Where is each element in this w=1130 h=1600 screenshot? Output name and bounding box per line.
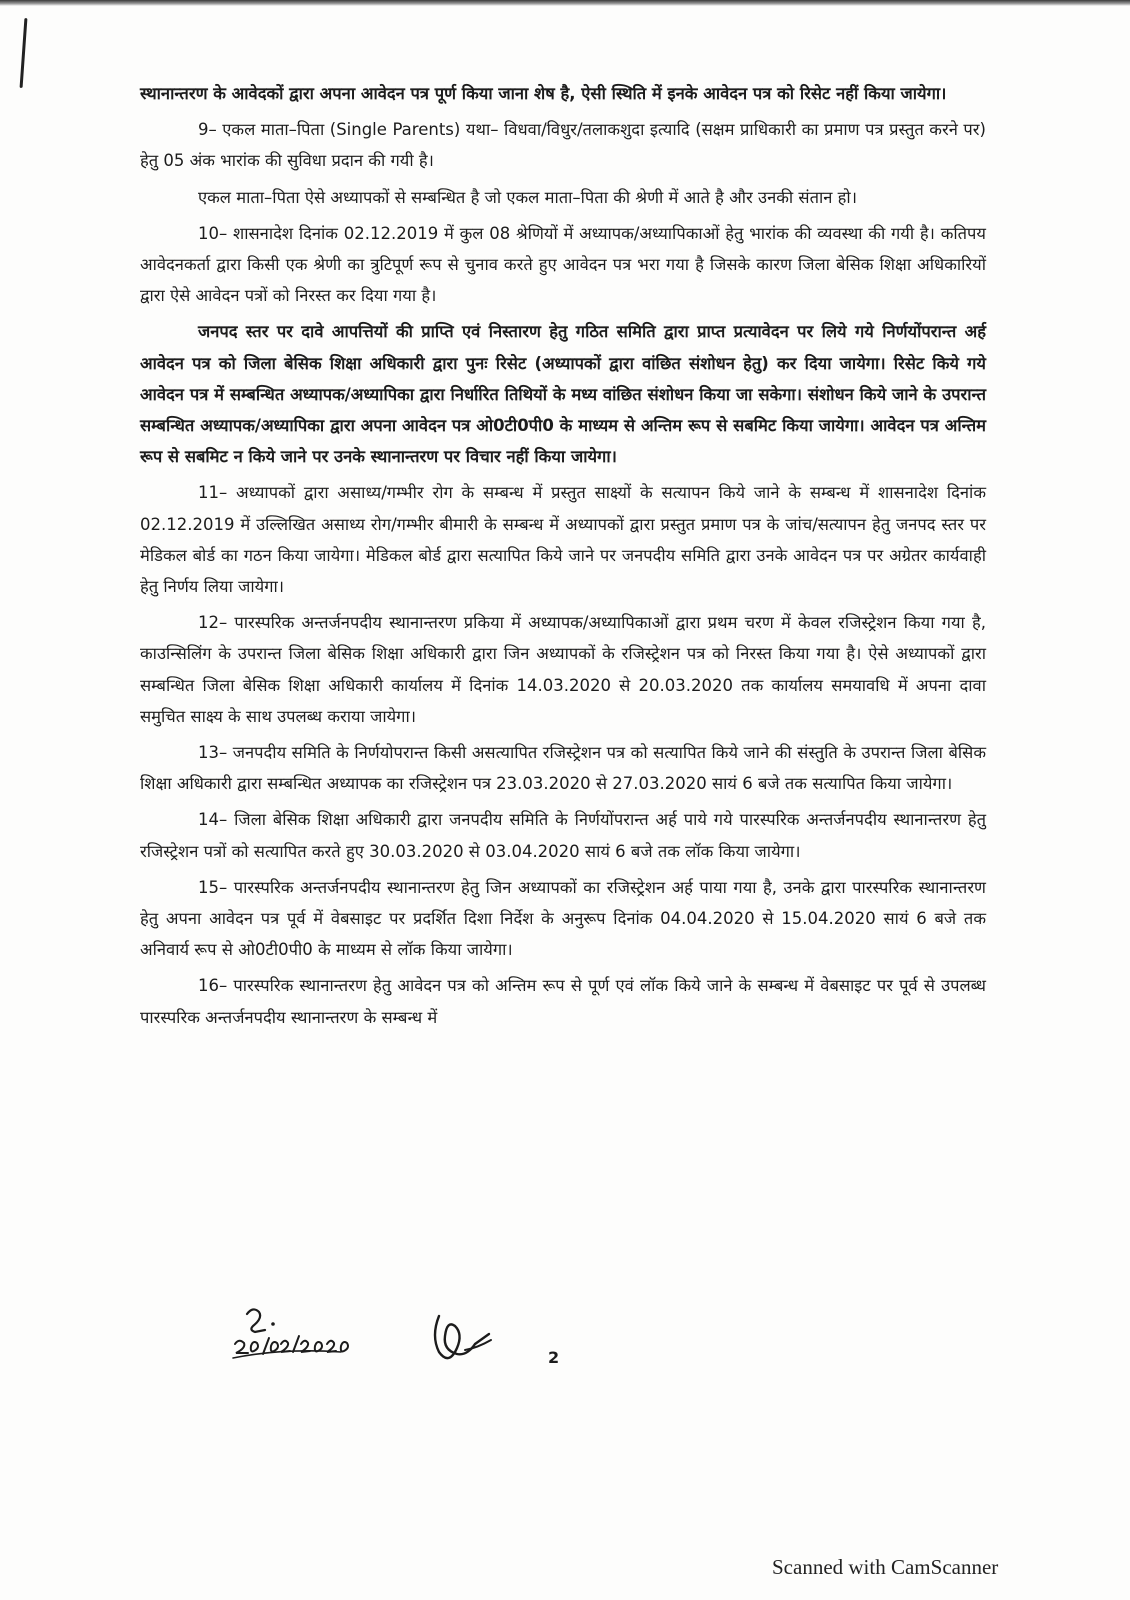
paragraph-9: 9– एकल माता–पिता (Single Parents) यथा– विधवा/विधुर/तलाकशुदा इत्यादि (सक्षम प्राधिकारी का प्रमाण पत्र प्रस्तुत करने पर) हेतु 05 अंक भारांक की सुविधा प्रदान की गयी है। — [140, 120, 986, 171]
paragraph-14: 14– जिला बेसिक शिक्षा अधिकारी द्वारा जनपदीय समिति के निर्णयोंपरान्त अर्ह पाये गये पारस्परिक अन्तर्जनपदीय स्थानान्तरण हेतु रजिस्ट्रेशन पत्रों को सत्यापित करते हुए 30.03.2020 से 03.04.2020 सायं 6 बजे तक लॉक किया जायेगा। — [140, 810, 986, 861]
document-body — [140, 78, 986, 1038]
paragraph-9-note: एकल माता–पिता ऐसे अध्यापकों से सम्बन्धित है जो एकल माता–पिता की श्रेणी में आते है और उनकी संतान हो। — [198, 187, 857, 207]
handwritten-initials-with-date — [225, 1300, 355, 1370]
paragraph-11: 11– अध्यापकों द्वारा असाध्य/गम्भीर रोग के सम्बन्ध में प्रस्तुत साक्ष्यों के सत्यापन किये जाने के सम्बन्ध में शासनादेश दिनांक 02.12.2019 में उल्लिखित असाध्य रोग/गम्भीर बीमारी के सम्बन्ध में अध्यापकों द्वारा प्रस्तुत प्रमाण पत्र के जांच/सत्यापन हेतु जनपद स्तर पर मेडिकल बोर्ड का गठन किया जायेगा। मेडिकल बोर्ड द्वारा सत्यापित किये जाने पर जनपदीय समिति द्वारा उनके आवेदन पत्र पर अग्रेतर कार्यवाही हेतु निर्णय लिया जायेगा। — [140, 483, 986, 597]
paragraph-13: 13– जनपदीय समिति के निर्णयोपरान्त किसी असत्यापित रजिस्ट्रेशन पत्र को सत्यापित किये जाने की संस्तुति के उपरान्त जिला बेसिक शिक्षा अधिकारी द्वारा सम्बन्धित अध्यापक का रजिस्ट्रेशन पत्र 23.03.2020 से 27.03.2020 सायं 6 बजे तक सत्यापित किया जायेगा। — [140, 743, 986, 794]
handwritten-signature — [425, 1310, 500, 1370]
paragraph-10-note: जनपद स्तर पर दावे आपत्तियों की प्राप्ति एवं निस्तारण हेतु गठित समिति द्वारा प्राप्त प्रत्यावेदन पर लिये गये निर्णयोंपरान्त अर्ह आवेदन पत्र को जिला बेसिक शिक्षा अधिकारी द्वारा पुनः रिसेट (अध्यापकों द्वारा वांछित संशोधन हेतु) कर दिया जायेगा। रिसेट किये गये आवेदन पत्र में सम्बन्धित अध्यापक/अध्यापिका द्वारा निर्धारित तिथियों के मध्य वांछित संशोधन किया जा सकेगा। संशोधन किये जाने के उपरान्त सम्बन्धित अध्यापक/अध्यापिका द्वारा अपना आवेदन पत्र ओ0टी0पी0 के माध्यम से अन्तिम रूप से सबमिट किया जायेगा। आवेदन पत्र अन्तिम रूप से सबमिट न किये जाने पर उनके स्थानान्तरण पर विचार नहीं किया जायेगा। — [140, 322, 986, 467]
scanner-watermark: Scanned with CamScanner — [772, 1555, 999, 1579]
paragraph-16: 16– पारस्परिक स्थानान्तरण हेतु आवेदन पत्र को अन्तिम रूप से पूर्ण एवं लॉक किये जाने के सम्बन्ध में वेबसाइट पर पूर्व से उपलब्ध पारस्परिक अन्तर्जनपदीय स्थानान्तरण के सम्बन्ध में — [140, 976, 986, 1027]
page-number: 2 — [548, 1348, 560, 1367]
document-footer — [0, 1290, 1130, 1410]
paragraph-10: 10– शासनादेश दिनांक 02.12.2019 में कुल 08 श्रेणियों में अध्यापक/अध्यापिकाओं हेतु भारांक की व्यवस्था की गयी है। कतिपय आवेदनकर्ता द्वारा किसी एक श्रेणी का त्रुटिपूर्ण रूप से चुनाव करते हुए आवेदन पत्र भरा गया है जिसके कारण जिला बेसिक शिक्षा अधिकारियों द्वारा ऐसे आवेदन पत्रों को निरस्त कर दिया गया है। — [140, 223, 986, 306]
paragraph-15: 15– पारस्परिक अन्तर्जनपदीय स्थानान्तरण हेतु जिन अध्यापकों का रजिस्ट्रेशन अर्ह पाया गया है, उनके द्वारा पारस्परिक स्थानान्तरण हेतु अपना आवेदन पत्र पूर्व में वेबसाइट पर प्रदर्शित दिशा निर्देश के अनुरूप दिनांक 04.04.2020 से 15.04.2020 सायं 6 बजे तक अनिवार्य रूप से ओ0टी0पी0 के माध्यम से लॉक किया जायेगा। — [140, 877, 986, 960]
paragraph-continuation: स्थानान्तरण के आवेदकों द्वारा अपना आवेदन पत्र पूर्ण किया जाना शेष है, ऐसी स्थिति में इनके आवेदन पत्र को रिसेट नहीं किया जायेगा। — [140, 84, 947, 103]
paragraph-12: 12– पारस्परिक अन्तर्जनपदीय स्थानान्तरण प्रकिया में अध्यापक/अध्यापिकाओं द्वारा प्रथम चरण में केवल रजिस्ट्रेशन किया गया है, काउन्सिलिंग के उपरान्त जिला बेसिक शिक्षा अधिकारी द्वारा जिन अध्यापकों के रजिस्ट्रेशन पत्र को निरस्त किया गया है। ऐसे अध्यापकों द्वारा सम्बन्धित जिला बेसिक शिक्षा अधिकारी कार्यालय में दिनांक 14.03.2020 से 20.03.2020 तक कार्यालय समयावधि में अपना दावा समुचित साक्ष्य के साथ उपलब्ध कराया जायेगा। — [140, 613, 986, 726]
scan-left-mark — [20, 18, 28, 88]
scan-top-edge — [0, 0, 1130, 6]
